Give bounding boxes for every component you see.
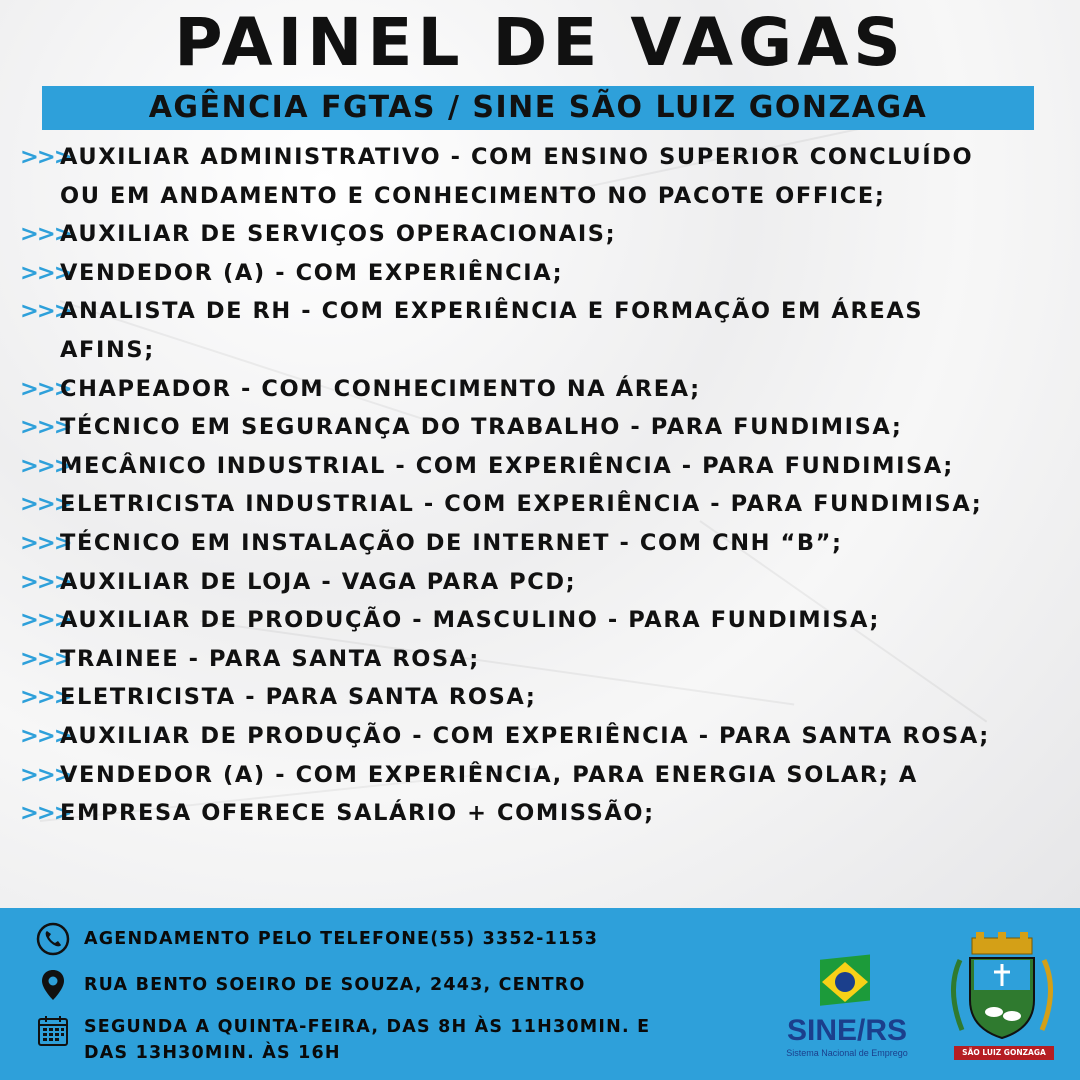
job-text: ELETRICISTA - PARA SANTA ROSA; bbox=[60, 684, 537, 711]
job-list-item bbox=[20, 331, 1070, 370]
bullet-arrows-icon: >>> bbox=[20, 568, 71, 595]
bullet-arrows-icon: >>> bbox=[20, 529, 71, 556]
address-row bbox=[36, 968, 586, 1002]
bullet-arrows-icon: >>> bbox=[20, 414, 71, 441]
job-list-item bbox=[20, 408, 1070, 447]
job-text: VENDEDOR (A) - COM EXPERIÊNCIA; bbox=[60, 259, 564, 286]
city-crest-logo bbox=[932, 930, 1072, 1070]
bullet-arrows-icon: >>> bbox=[20, 722, 71, 749]
bullet-arrows-icon: >>> bbox=[20, 298, 71, 325]
job-text: AUXILIAR DE SERVIÇOS OPERACIONAIS; bbox=[60, 221, 617, 248]
hours-text bbox=[84, 1014, 650, 1066]
bullet-arrows-icon: >>> bbox=[20, 607, 71, 634]
job-text: AUXILIAR DE LOJA - VAGA PARA PCD; bbox=[60, 568, 577, 595]
bullet-arrows-icon: >>> bbox=[20, 684, 71, 711]
sine-subtitle: Sistema Nacional de Emprego bbox=[786, 1048, 908, 1058]
job-text: AUXILIAR ADMINISTRATIVO - COM ENSINO SUPERIOR CONCLUÍDO bbox=[60, 144, 974, 170]
calendar-icon bbox=[36, 1014, 70, 1048]
job-list-item bbox=[20, 485, 1070, 524]
job-list-item bbox=[20, 447, 1070, 486]
hours-row bbox=[36, 1014, 650, 1066]
hours-line-1: SEGUNDA A QUINTA-FEIRA, DAS 8H ÀS 11H30MIN. E bbox=[84, 1017, 651, 1037]
job-list-item bbox=[20, 292, 1070, 331]
address-text: RUA BENTO SOEIRO DE SOUZA, 2443, CENTRO bbox=[84, 975, 586, 995]
bullet-arrows-icon: >>> bbox=[20, 259, 71, 286]
subtitle-banner bbox=[42, 86, 1034, 130]
hours-line-2: DAS 13H30MIN. ÀS 16H bbox=[84, 1043, 341, 1063]
job-list-item bbox=[20, 601, 1070, 640]
job-list-item bbox=[20, 563, 1070, 602]
job-text: ANALISTA DE RH - COM EXPERIÊNCIA E FORMAÇÃO EM ÁREAS bbox=[60, 298, 924, 325]
phone-icon bbox=[36, 922, 70, 956]
bullet-arrows-icon: >>> bbox=[20, 761, 71, 788]
bullet-arrows-icon: >>> bbox=[20, 645, 71, 672]
job-list-item bbox=[20, 640, 1070, 679]
job-list-item bbox=[20, 138, 1070, 177]
brazil-flag-icon bbox=[818, 954, 874, 1010]
job-list-item bbox=[20, 717, 1070, 756]
sine-name: SINE/RS bbox=[786, 1014, 908, 1047]
job-list bbox=[20, 138, 1070, 833]
location-pin-icon bbox=[36, 968, 70, 1002]
bullet-arrows-icon: >>> bbox=[20, 800, 71, 827]
bullet-arrows-icon: >>> bbox=[20, 491, 71, 518]
job-text: TÉCNICO EM SEGURANÇA DO TRABALHO - PARA FUNDIMISA; bbox=[60, 414, 903, 441]
sine-rs-logo bbox=[772, 950, 932, 1062]
coat-of-arms-icon bbox=[932, 930, 1072, 1050]
job-text: TRAINEE - PARA SANTA ROSA; bbox=[60, 645, 480, 672]
job-text: TÉCNICO EM INSTALAÇÃO DE INTERNET - COM CNH “B”; bbox=[60, 529, 843, 556]
bullet-arrows-icon: >>> bbox=[20, 452, 71, 479]
job-list-item bbox=[20, 254, 1070, 293]
phone-row bbox=[36, 922, 598, 956]
job-text: MECÂNICO INDUSTRIAL - COM EXPERIÊNCIA - PARA FUNDIMISA; bbox=[60, 452, 954, 479]
job-list-item bbox=[20, 524, 1070, 563]
job-list-item bbox=[20, 756, 1070, 795]
bullet-arrows-icon: >>> bbox=[20, 375, 71, 402]
job-list-item bbox=[20, 215, 1070, 254]
job-text: ELETRICISTA INDUSTRIAL - COM EXPERIÊNCIA - PARA FUNDIMISA; bbox=[60, 491, 983, 518]
job-text: AUXILIAR DE PRODUÇÃO - COM EXPERIÊNCIA - PARA SANTA ROSA; bbox=[60, 722, 990, 749]
job-text: EMPRESA OFERECE SALÁRIO + COMISSÃO; bbox=[60, 800, 655, 827]
job-text: CHAPEADOR - COM CONHECIMENTO NA ÁREA; bbox=[60, 375, 701, 402]
job-text: AFINS; bbox=[60, 336, 155, 363]
job-list-item bbox=[20, 177, 1070, 216]
job-list-item bbox=[20, 794, 1070, 833]
crest-label: SÃO LUIZ GONZAGA bbox=[954, 1046, 1054, 1060]
job-list-item bbox=[20, 370, 1070, 409]
bullet-arrows-icon: >>> bbox=[20, 221, 71, 248]
phone-text: AGENDAMENTO PELO TELEFONE(55) 3352-1153 bbox=[84, 929, 599, 949]
job-text: AUXILIAR DE PRODUÇÃO - MASCULINO - PARA FUNDIMISA; bbox=[60, 607, 881, 634]
bullet-arrows-icon: >>> bbox=[20, 144, 71, 170]
subtitle-text: AGÊNCIA FGTAS / SINE SÃO LUIZ GONZAGA bbox=[148, 90, 928, 125]
job-text: OU EM ANDAMENTO E CONHECIMENTO NO PACOTE OFFICE; bbox=[60, 182, 886, 209]
job-list-item bbox=[20, 678, 1070, 717]
page-title: PAINEL DE VAGAS bbox=[174, 4, 906, 81]
job-text: VENDEDOR (A) - COM EXPERIÊNCIA, PARA ENERGIA SOLAR; A bbox=[60, 761, 918, 788]
